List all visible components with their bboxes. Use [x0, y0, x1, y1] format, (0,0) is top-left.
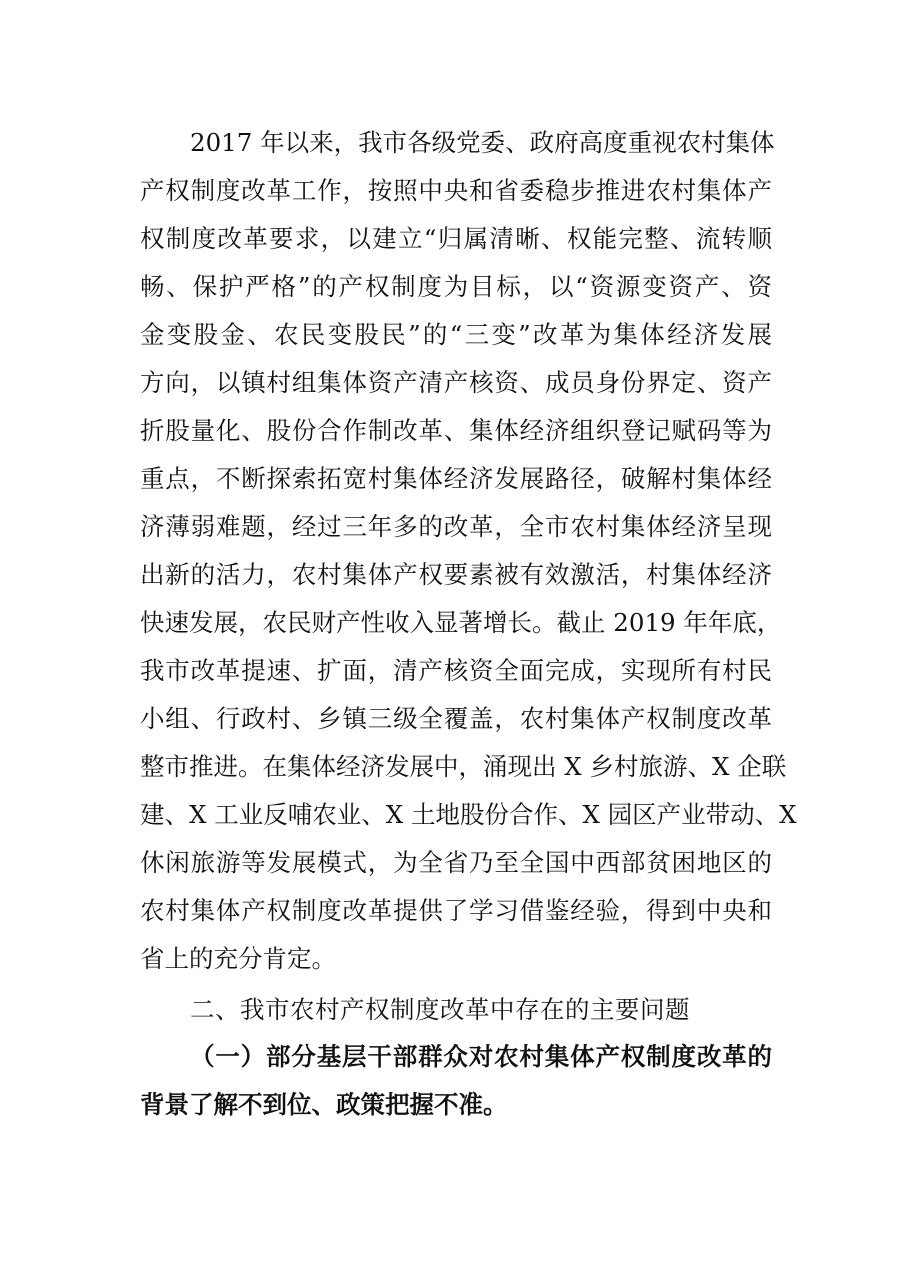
paragraph-line: 2017 年以来，我市各级党委、政府高度重视农村集体: [190, 128, 775, 157]
paragraph-line: 省上的充分肯定。: [140, 944, 336, 973]
paragraph-line: 产权制度改革工作，按照中央和省委稳步推进农村集体产: [140, 176, 772, 205]
paragraph-line: 畅、保护严格”的产权制度为目标，以“资源变资产、资: [140, 272, 772, 301]
paragraph-line: 整市推进。在集体经济发展中，涌现出 X 乡村旅游、X 企联: [140, 752, 787, 781]
section-heading: 二、我市农村产权制度改革中存在的主要问题: [190, 995, 690, 1024]
paragraph-line: 重点，不断探索拓宽村集体经济发展路径，破解村集体经: [140, 464, 772, 493]
paragraph-line: 农村集体产权制度改革提供了学习借鉴经验，得到中央和: [140, 896, 772, 925]
paragraph-line: 休闲旅游等发展模式，为全省乃至全国中西部贫困地区的: [140, 848, 772, 877]
subsection-heading-line: 背景了解不到位、政策把握不准。: [140, 1090, 508, 1119]
paragraph-line: 方向，以镇村组集体资产清产核资、成员身份界定、资产: [140, 368, 772, 397]
paragraph-line: 权制度改革要求，以建立“归属清晰、权能完整、流转顺: [140, 224, 772, 253]
paragraph-line: 金变股金、农民变股民”的“三变”改革为集体经济发展: [140, 320, 772, 349]
paragraph-line: 建、X 工业反哺农业、X 土地股份合作、X 园区产业带动、X: [140, 800, 797, 829]
paragraph-line: 小组、行政村、乡镇三级全覆盖，农村集体产权制度改革: [140, 704, 772, 733]
paragraph-line: 济薄弱难题，经过三年多的改革，全市农村集体经济呈现: [140, 512, 772, 541]
paragraph-line: 出新的活力，农村集体产权要素被有效激活，村集体经济: [140, 560, 772, 589]
paragraph-line: 快速发展，农民财产性收入显著增长。截止 2019 年年底，: [140, 608, 782, 637]
paragraph-line: 折股量化、股份合作制改革、集体经济组织登记赋码等为: [140, 416, 772, 445]
subsection-heading-line: （一）部分基层干部群众对农村集体产权制度改革的: [190, 1042, 772, 1071]
paragraph-line: 我市改革提速、扩面，清产核资全面完成，实现所有村民: [140, 656, 772, 685]
